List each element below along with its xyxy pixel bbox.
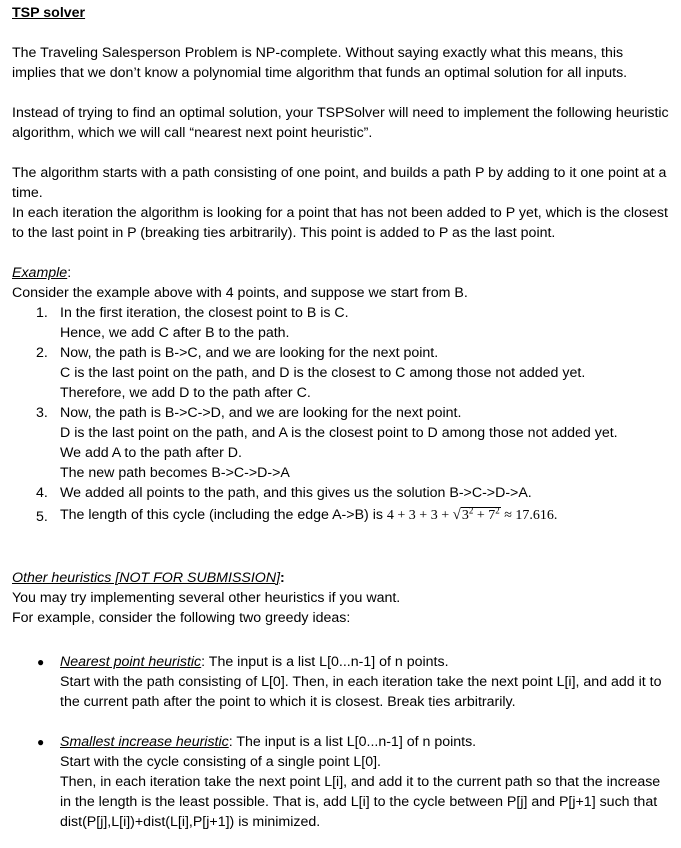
heuristic-first-line	[60, 652, 669, 672]
step-number: 2.	[36, 345, 48, 361]
step-number: 3.	[36, 405, 48, 421]
square-root: $√3^2 + 7^2$	[452, 505, 500, 523]
example-step	[12, 503, 669, 528]
other-heading: Other heuristics [NOT FOR SUBMISSION]	[12, 570, 281, 586]
heuristics-list	[12, 732, 669, 832]
sqrt-term-a: 3	[461, 508, 469, 523]
length-formula	[386, 505, 558, 523]
heuristic-item	[12, 732, 669, 832]
heuristic-name: Nearest point heuristic	[60, 654, 202, 670]
step-number: 5.	[36, 509, 48, 525]
step-line: The new path becomes B->C->D->A	[60, 465, 290, 481]
step-line: Therefore, we add D to the path after C.	[60, 385, 311, 401]
step-number: 1.	[36, 305, 48, 321]
heuristic-first-line	[60, 732, 669, 752]
intro-paragraph-2: Instead of trying to find an optimal solution, your TSPSolver will need to implement the following heuristic algorithm, which we will call “nearest next point heuristic”.	[12, 105, 669, 141]
example-step	[12, 403, 669, 483]
example-heading-line: Example:	[12, 265, 72, 281]
step-line: Now, the path is B->C, and we are looking for the next point.	[60, 345, 439, 361]
bullet-icon: ●	[37, 655, 45, 669]
formula-period: .	[553, 508, 558, 523]
intro-paragraph-4: In each iteration the algorithm is looking for a point that has not been added to P yet, which is the closest to the last point in P (breaking ties arbitrarily). This point is added to P as the last point.	[12, 205, 668, 241]
step-line: Hence, we add C after B to the path.	[60, 325, 290, 341]
step-line: D is the last point on the path, and A is the closest point to D among those not added yet.	[60, 425, 618, 441]
sqrt-term-b: 7	[488, 508, 496, 523]
other-heading-line	[12, 568, 669, 588]
other-heading-colon: :	[280, 570, 285, 586]
intro-paragraph-1: The Traveling Salesperson Problem is NP-complete. Without saying exactly what this means, this implies that we don’t know a polynomial time algorithm that funds an optimal solution for all inputs.	[12, 45, 628, 81]
example-step	[12, 483, 669, 503]
step-line: We added all points to the path, and this gives us the solution B->C->D->A.	[60, 485, 532, 501]
heuristic-line: Start with the cycle consisting of a single point L[0].	[60, 754, 381, 770]
step-line: Now, the path is B->C->D, and we are looking for the next point.	[60, 405, 462, 421]
exponent: 2	[495, 505, 500, 516]
heuristics-list	[12, 652, 669, 712]
other-line-2: For example, consider the following two greedy ideas:	[12, 610, 351, 626]
example-step	[12, 303, 669, 343]
step-line: C is the last point on the path, and D is the closest to C among those not added yet.	[60, 365, 586, 381]
example-heading: Example	[12, 265, 68, 281]
formula-prefix: 4 + 3 + 3 +	[386, 508, 453, 523]
example-step	[12, 343, 669, 403]
intro-paragraph-3: The algorithm starts with a path consisting of one point, and builds a path P by adding to it one point at a time.	[12, 165, 667, 201]
step-number: 4.	[36, 485, 48, 501]
example-intro: Consider the example above with 4 points, and suppose we start from B.	[12, 285, 468, 301]
step-line: The length of this cycle (including the edge A->B) is	[60, 507, 383, 523]
page-title: TSP solver	[12, 5, 86, 21]
step-line: We add A to the path after D.	[60, 445, 242, 461]
heuristic-line: Then, in each iteration take the next point L[i], and add it to the current path so that the increase in the length is the least possible. That is, add L[i] to the cycle between P[j] and P[j+1] such that dist(P[j],L[i])+dist(L[i],P[j+1]) is minimized.	[60, 774, 661, 830]
heuristic-item	[12, 652, 669, 712]
exponent: 2	[468, 505, 474, 516]
heuristic-desc: : The input is a list L[0...n-1] of n points.	[201, 654, 449, 670]
example-steps	[12, 303, 669, 528]
other-line-1: You may try implementing several other heuristics if you want.	[12, 590, 401, 606]
bullet-icon: ●	[37, 735, 45, 749]
heuristic-desc: : The input is a list L[0...n-1] of n points.	[228, 734, 477, 750]
step-line: In the first iteration, the closest point to B is C.	[60, 305, 349, 321]
heuristic-name: Smallest increase heuristic	[60, 734, 229, 750]
formula-result: ≈ 17.616	[504, 508, 554, 523]
heuristic-line: Start with the path consisting of L[0]. Then, in each iteration take the next point L[i], and add it to the current path after the point to which it is closest. Break ties arbitrarily.	[60, 674, 662, 710]
